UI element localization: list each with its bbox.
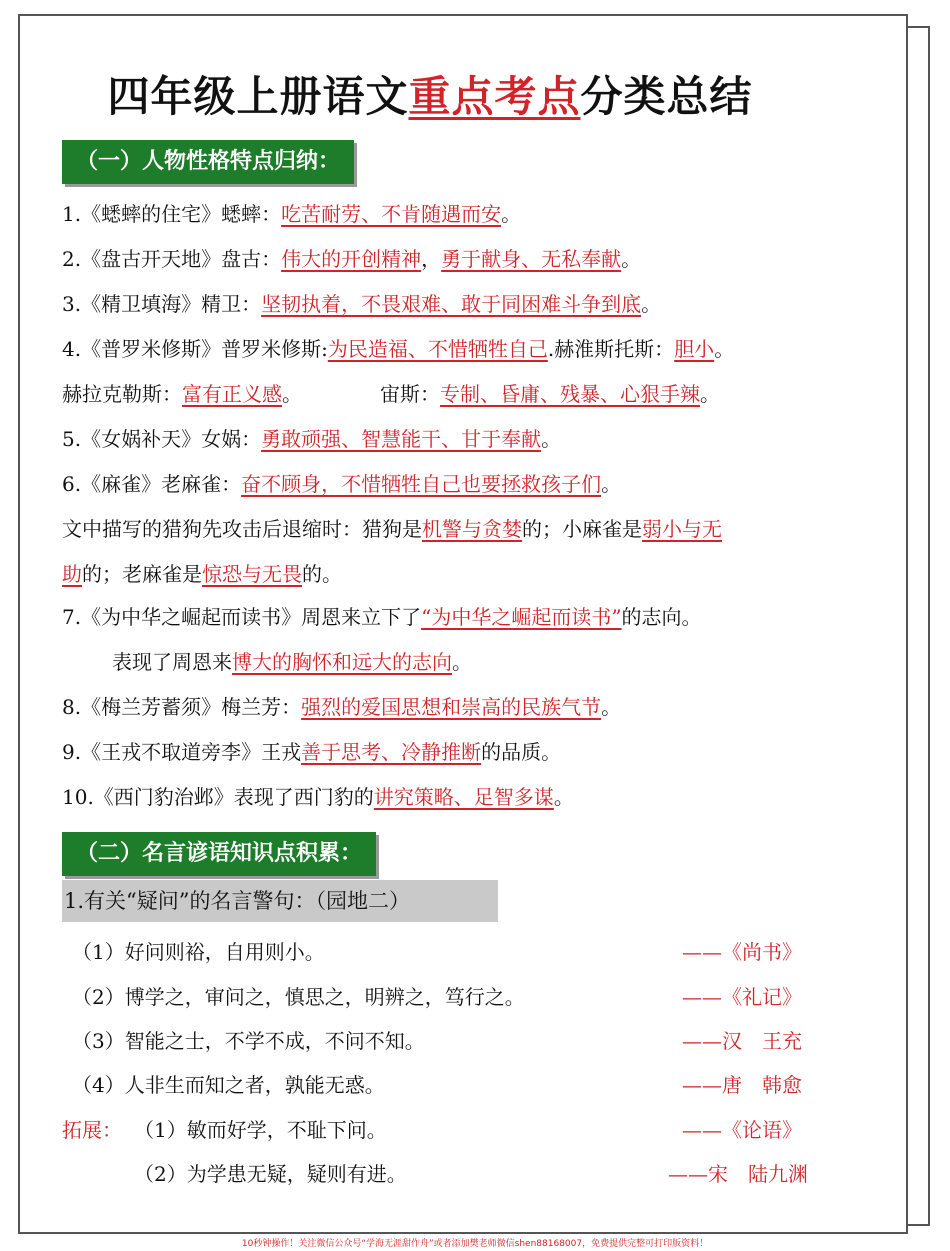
extension-text-2: （2）为学患无疑，疑则有进。 — [134, 1162, 407, 1186]
extension-source-2: ——宋 陆九渊 — [668, 1162, 808, 1186]
trait-line-2: 2.《盘古开天地》盘古：伟大的开创精神，勇于献身、无私奉献。 — [62, 247, 642, 271]
trait-line-9: 助的；老麻雀是惊恐与无畏的。 — [62, 562, 342, 586]
trait-line-11: 表现了周恩来博大的胸怀和远大的志向。 — [112, 650, 472, 674]
extension-label: 拓展： — [62, 1118, 122, 1142]
quote-source-2: ——《礼记》 — [682, 985, 802, 1009]
trait-line-3: 3.《精卫填海》精卫：坚韧执着，不畏艰难、敢于同困难斗争到底。 — [62, 292, 662, 316]
section-heading-1: （一）人物性格特点归纳： — [62, 140, 354, 184]
quote-source-1: ——《尚书》 — [682, 940, 802, 964]
quote-source-3: ——汉 王充 — [682, 1029, 802, 1053]
trait-line-5: 赫拉克勒斯：富有正义感。 宙斯：专制、昏庸、残暴、心狠手辣。 — [62, 382, 720, 406]
trait-line-6: 5.《女娲补天》女娲：勇敢顽强、智慧能干、甘于奉献。 — [62, 427, 562, 451]
footer-note: 10秒钟操作！关注微信公众号“学海无涯甜作舟”或者添加樊老师微信shen88168007，免费提供完整可打印版资料！ — [241, 1239, 709, 1249]
trait-line-10: 7.《为中华之崛起而读书》周恩来立下了“为中华之崛起而读书”的志向。 — [62, 605, 702, 629]
extension-text-1: （1）敏而好学，不耻下问。 — [134, 1118, 387, 1142]
trait-line-1: 1.《蟋蟀的住宅》蟋蟀：吃苦耐劳、不肯随遇而安。 — [62, 202, 522, 226]
page-title: 四年级上册语文重点考点分类总结 — [107, 72, 753, 121]
quote-text-1: （1）好问则裕，自用则小。 — [72, 940, 325, 964]
quote-text-2: （2）博学之，审问之，慎思之，明辨之，笃行之。 — [72, 985, 525, 1009]
page-edge-right — [906, 26, 930, 1226]
trait-line-4: 4.《普罗米修斯》普罗米修斯:为民造福、不惜牺牲自己.赫淮斯托斯：胆小。 — [62, 337, 735, 361]
quote-text-3: （3）智能之士，不学不成，不问不知。 — [72, 1029, 425, 1053]
trait-line-13: 9.《王戎不取道旁李》王戎善于思考、冷静推断的品质。 — [62, 740, 562, 764]
trait-line-12: 8.《梅兰芳蓄须》梅兰芳：强烈的爱国思想和崇高的民族气节。 — [62, 695, 622, 719]
trait-line-8: 文中描写的猎狗先攻击后退缩时：猎狗是机警与贪婪的；小麻雀是弱小与无 — [62, 517, 722, 541]
quote-source-4: ——唐 韩愈 — [682, 1073, 802, 1097]
extension-source-1: ——《论语》 — [682, 1118, 802, 1142]
quote-subheading: 1.有关“疑问”的名言警句：（园地二） — [62, 880, 498, 922]
trait-line-7: 6.《麻雀》老麻雀：奋不顾身，不惜牺牲自己也要拯救孩子们。 — [62, 472, 622, 496]
trait-line-14: 10.《西门豹治邺》表现了西门豹的讲究策略、足智多谋。 — [62, 785, 574, 809]
quote-text-4: （4）人非生而知之者，孰能无惑。 — [72, 1073, 385, 1097]
section-heading-2: （二）名言谚语知识点积累： — [62, 832, 376, 876]
